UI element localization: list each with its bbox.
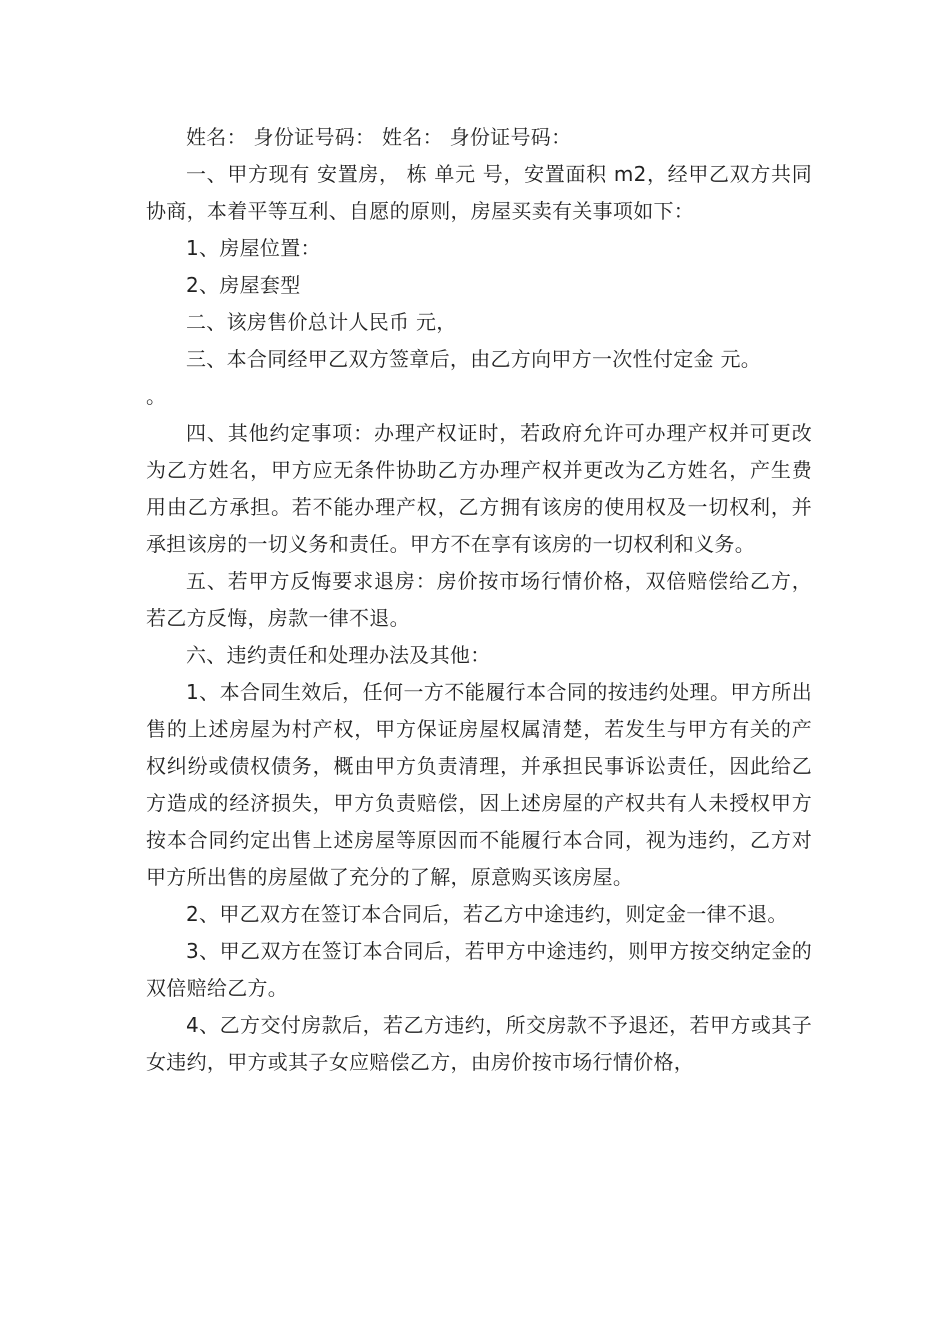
paragraph-clause-6-item-2: 2、甲乙双方在签订本合同后，若乙方中途违约，则定金一律不退。: [186, 902, 788, 926]
paragraph-clause-6-item-1: 1、本合同生效后，任何一方不能履行本合同的按违约处理。甲方所出售的上述房屋为村产权，甲方保证房屋权属清楚，若发生与甲方有关的产权纠纷或债权债务，概由甲方负责清理，并承担民事诉讼责任，因此给乙方造成的经济损失，甲方负责赔偿，因上述房屋的产权共有人未授权甲方按本合同约定出售上述房屋等原因而不能履行本合同，视为违约，乙方对甲方所出售的房屋做了充分的了解，原意购买该房屋。: [146, 680, 812, 889]
paragraph-clause-6-heading: 六、违约责任和处理办法及其他：: [186, 643, 491, 667]
paragraph-names-ids: 姓名： 身份证号码： 姓名： 身份证号码：: [186, 125, 572, 149]
paragraph-clause-1: 一、甲方现有 安置房， 栋 单元 号，安置面积 m2，经甲乙双方共同协商，本着平等互利、自愿的原则，房屋买卖有关事项如下：: [146, 162, 812, 223]
paragraph-clause-5-return: 五、若甲方反悔要求退房：房价按市场行情价格，双倍赔偿给乙方，若乙方反悔，房款一律不退。: [146, 569, 812, 630]
paragraph-stray-period: 。: [146, 384, 167, 408]
paragraph-clause-2-price: 二、该房售价总计人民币 元，: [186, 310, 457, 334]
paragraph-house-location: 1、房屋位置：: [186, 236, 321, 260]
paragraph-house-type: 2、房屋套型: [186, 273, 301, 297]
paragraph-clause-4-other: 四、其他约定事项：办理产权证时，若政府允许可办理产权并可更改为乙方姓名，甲方应无条件协助乙方办理产权并更改为乙方姓名，产生费用由乙方承担。若不能办理产权，乙方拥有该房的使用权及一切权利，并承担该房的一切义务和责任。甲方不在享有该房的一切权利和义务。: [146, 421, 812, 556]
paragraph-clause-6-item-4: 4、乙方交付房款后，若乙方违约，所交房款不予退还，若甲方或其子女违约，甲方或其子女应赔偿乙方，由房价按市场行情价格，: [146, 1013, 812, 1074]
document-page: [146, 119, 812, 1081]
paragraph-clause-6-item-3: 3、甲乙双方在签订本合同后，若甲方中途违约，则甲方按交纳定金的双倍赔给乙方。: [146, 939, 812, 1000]
paragraph-clause-3-deposit: 三、本合同经甲乙双方签章后，由乙方向甲方一次性付定金 元。: [186, 347, 762, 371]
